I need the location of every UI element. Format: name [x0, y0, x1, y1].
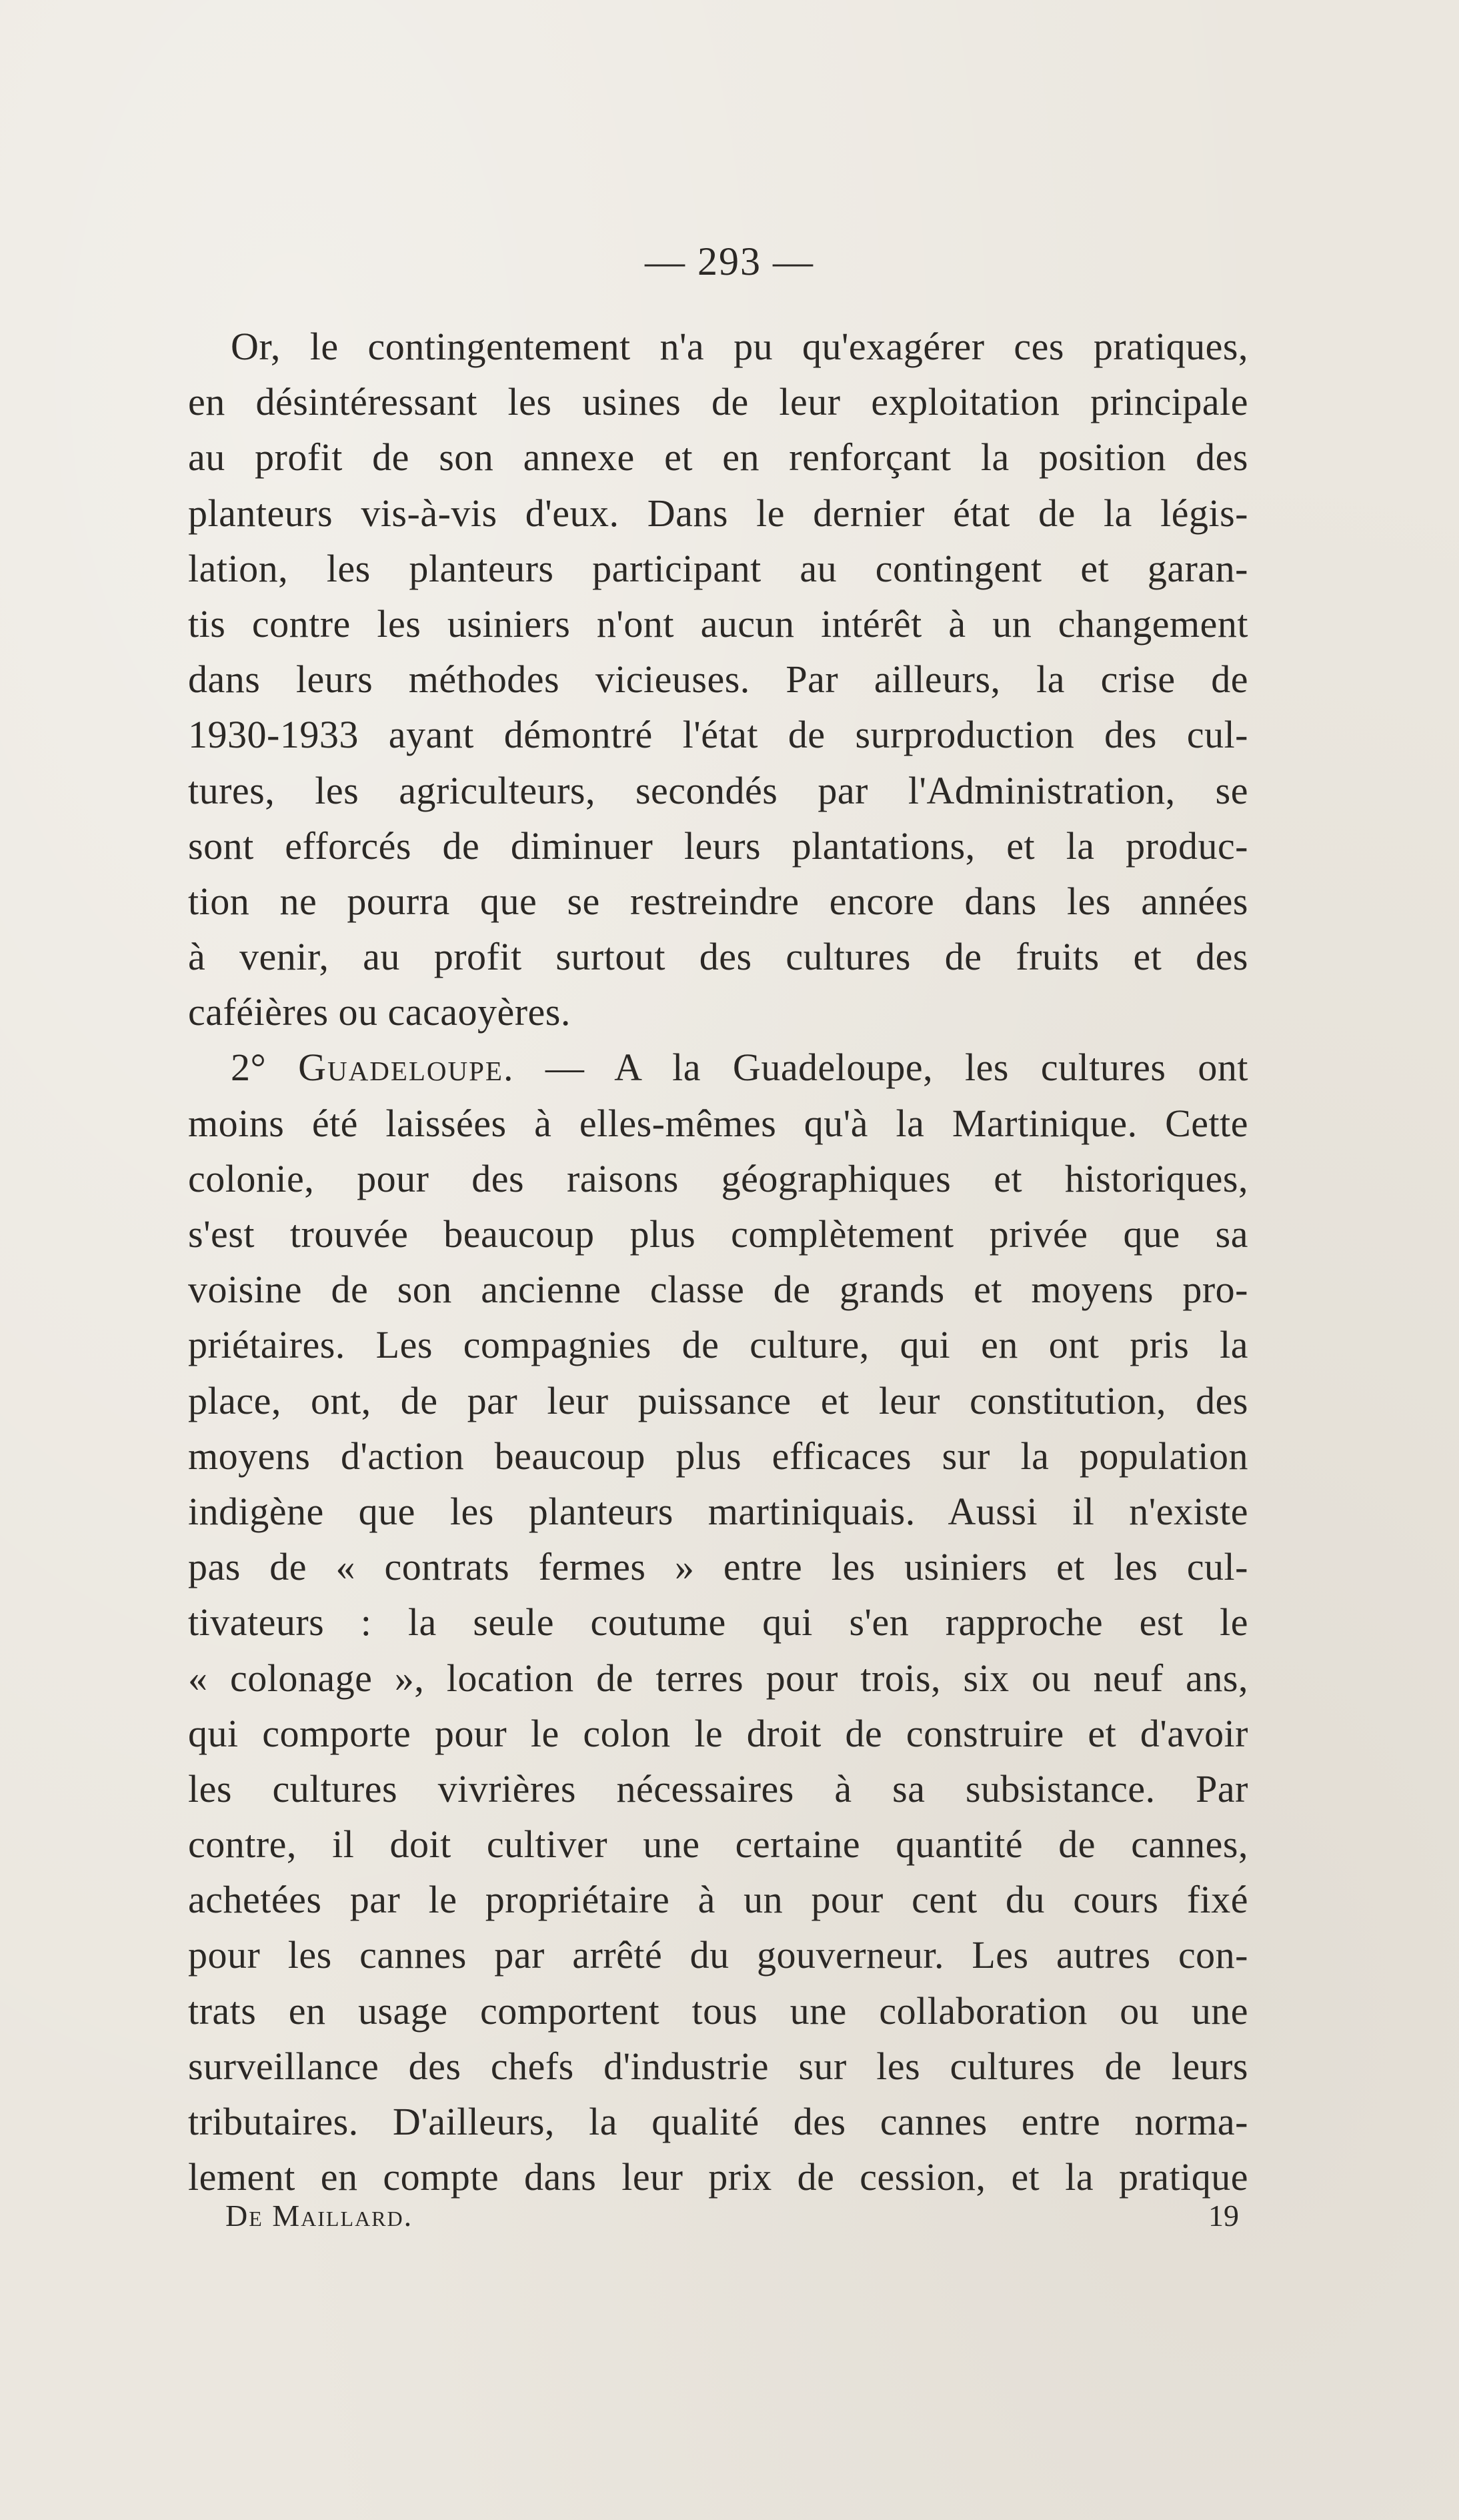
- text-line: surveillance des chefs d'industrie sur les cultures de leurs: [188, 2044, 1248, 2088]
- text-line: les cultures vivrières nécessaires à sa subsistance. Par: [188, 1766, 1248, 1810]
- page-footer: [225, 2198, 1239, 2238]
- text-line: caféières ou cacaoyères.: [188, 990, 571, 1034]
- text-line: Or, le contingentement n'a pu qu'exagérer ces pratiques,: [231, 325, 1248, 368]
- text-line: qui comporte pour le colon le droit de construire et d'avoir: [188, 1711, 1248, 1755]
- text-line: lation, les planteurs participant au contingent et garan-: [188, 546, 1248, 590]
- text-line: dans leurs méthodes vicieuses. Par ailleurs, la crise de: [188, 658, 1248, 702]
- section-heading-line: [188, 1040, 1248, 1095]
- text-line: au profit de son annexe et en renforçant la position des: [188, 435, 1248, 479]
- text-line: tis contre les usiniers n'ont aucun intérêt à un changement: [188, 601, 1248, 646]
- text-line: sont efforcés de diminuer leurs plantations, et la produc-: [188, 824, 1248, 868]
- section-number: 2°: [231, 1046, 267, 1090]
- footer-author: De Maillard.: [225, 2199, 413, 2233]
- section-lead-text: . — A la Guadeloupe, les cultures ont: [503, 1046, 1249, 1090]
- text-line: voisine de son ancienne classe de grands et moyens pro-: [188, 1268, 1248, 1312]
- text-line: moins été laissées à elles-mêmes qu'à la Martinique. Cette: [188, 1101, 1248, 1145]
- text-line: en désintéressant les usines de leur exploitation principale: [188, 380, 1248, 424]
- text-line: trats en usage comportent tous une collaboration ou une: [188, 1989, 1248, 2033]
- text-line: tributaires. D'ailleurs, la qualité des cannes entre norma-: [188, 2100, 1248, 2143]
- text-line: planteurs vis-à-vis d'eux. Dans le dernier état de la légis-: [188, 491, 1248, 535]
- page-number: — 293 —: [645, 239, 814, 283]
- text-line: s'est trouvée beaucoup plus complètement privée que sa: [188, 1212, 1248, 1256]
- text-line: tures, les agriculteurs, secondés par l'Administration, se: [188, 768, 1248, 812]
- section-heading: Guadeloupe: [298, 1046, 503, 1090]
- body-text: [188, 319, 1248, 2205]
- text-line: tion ne pourra que se restreindre encore dans les années: [188, 879, 1248, 923]
- text-line: contre, il doit cultiver une certaine quantité de cannes,: [188, 1822, 1248, 1866]
- text-line: place, ont, de par leur puissance et leur constitution, des: [188, 1378, 1248, 1422]
- text-line: « colonage », location de terres pour trois, six ou neuf ans,: [188, 1656, 1248, 1700]
- text-line: colonie, pour des raisons géographiques et historiques,: [188, 1156, 1248, 1200]
- text-line: indigène que les planteurs martiniquais. Aussi il n'existe: [188, 1489, 1248, 1533]
- text-line: tivateurs : la seule coutume qui s'en rapproche est le: [188, 1600, 1248, 1644]
- text-line: achetées par le propriétaire à un pour cent du cours fixé: [188, 1878, 1248, 1922]
- text-line: moyens d'action beaucoup plus efficaces sur la population: [188, 1434, 1248, 1478]
- text-line: pour les cannes par arrêté du gouverneur. Les autres con-: [188, 1933, 1248, 1977]
- text-line: priétaires. Les compagnies de culture, qui en ont pris la: [188, 1323, 1248, 1367]
- text-line: lement en compte dans leur prix de cession, et la pratique: [188, 2155, 1248, 2199]
- text-line: à venir, au profit surtout des cultures de fruits et des: [188, 935, 1248, 979]
- text-line: 1930-1933 ayant démontré l'état de surproduction des cul-: [188, 713, 1248, 757]
- text-line: pas de « contrats fermes » entre les usiniers et les cul-: [188, 1545, 1248, 1589]
- footer-signature-number: 19: [1208, 2199, 1239, 2233]
